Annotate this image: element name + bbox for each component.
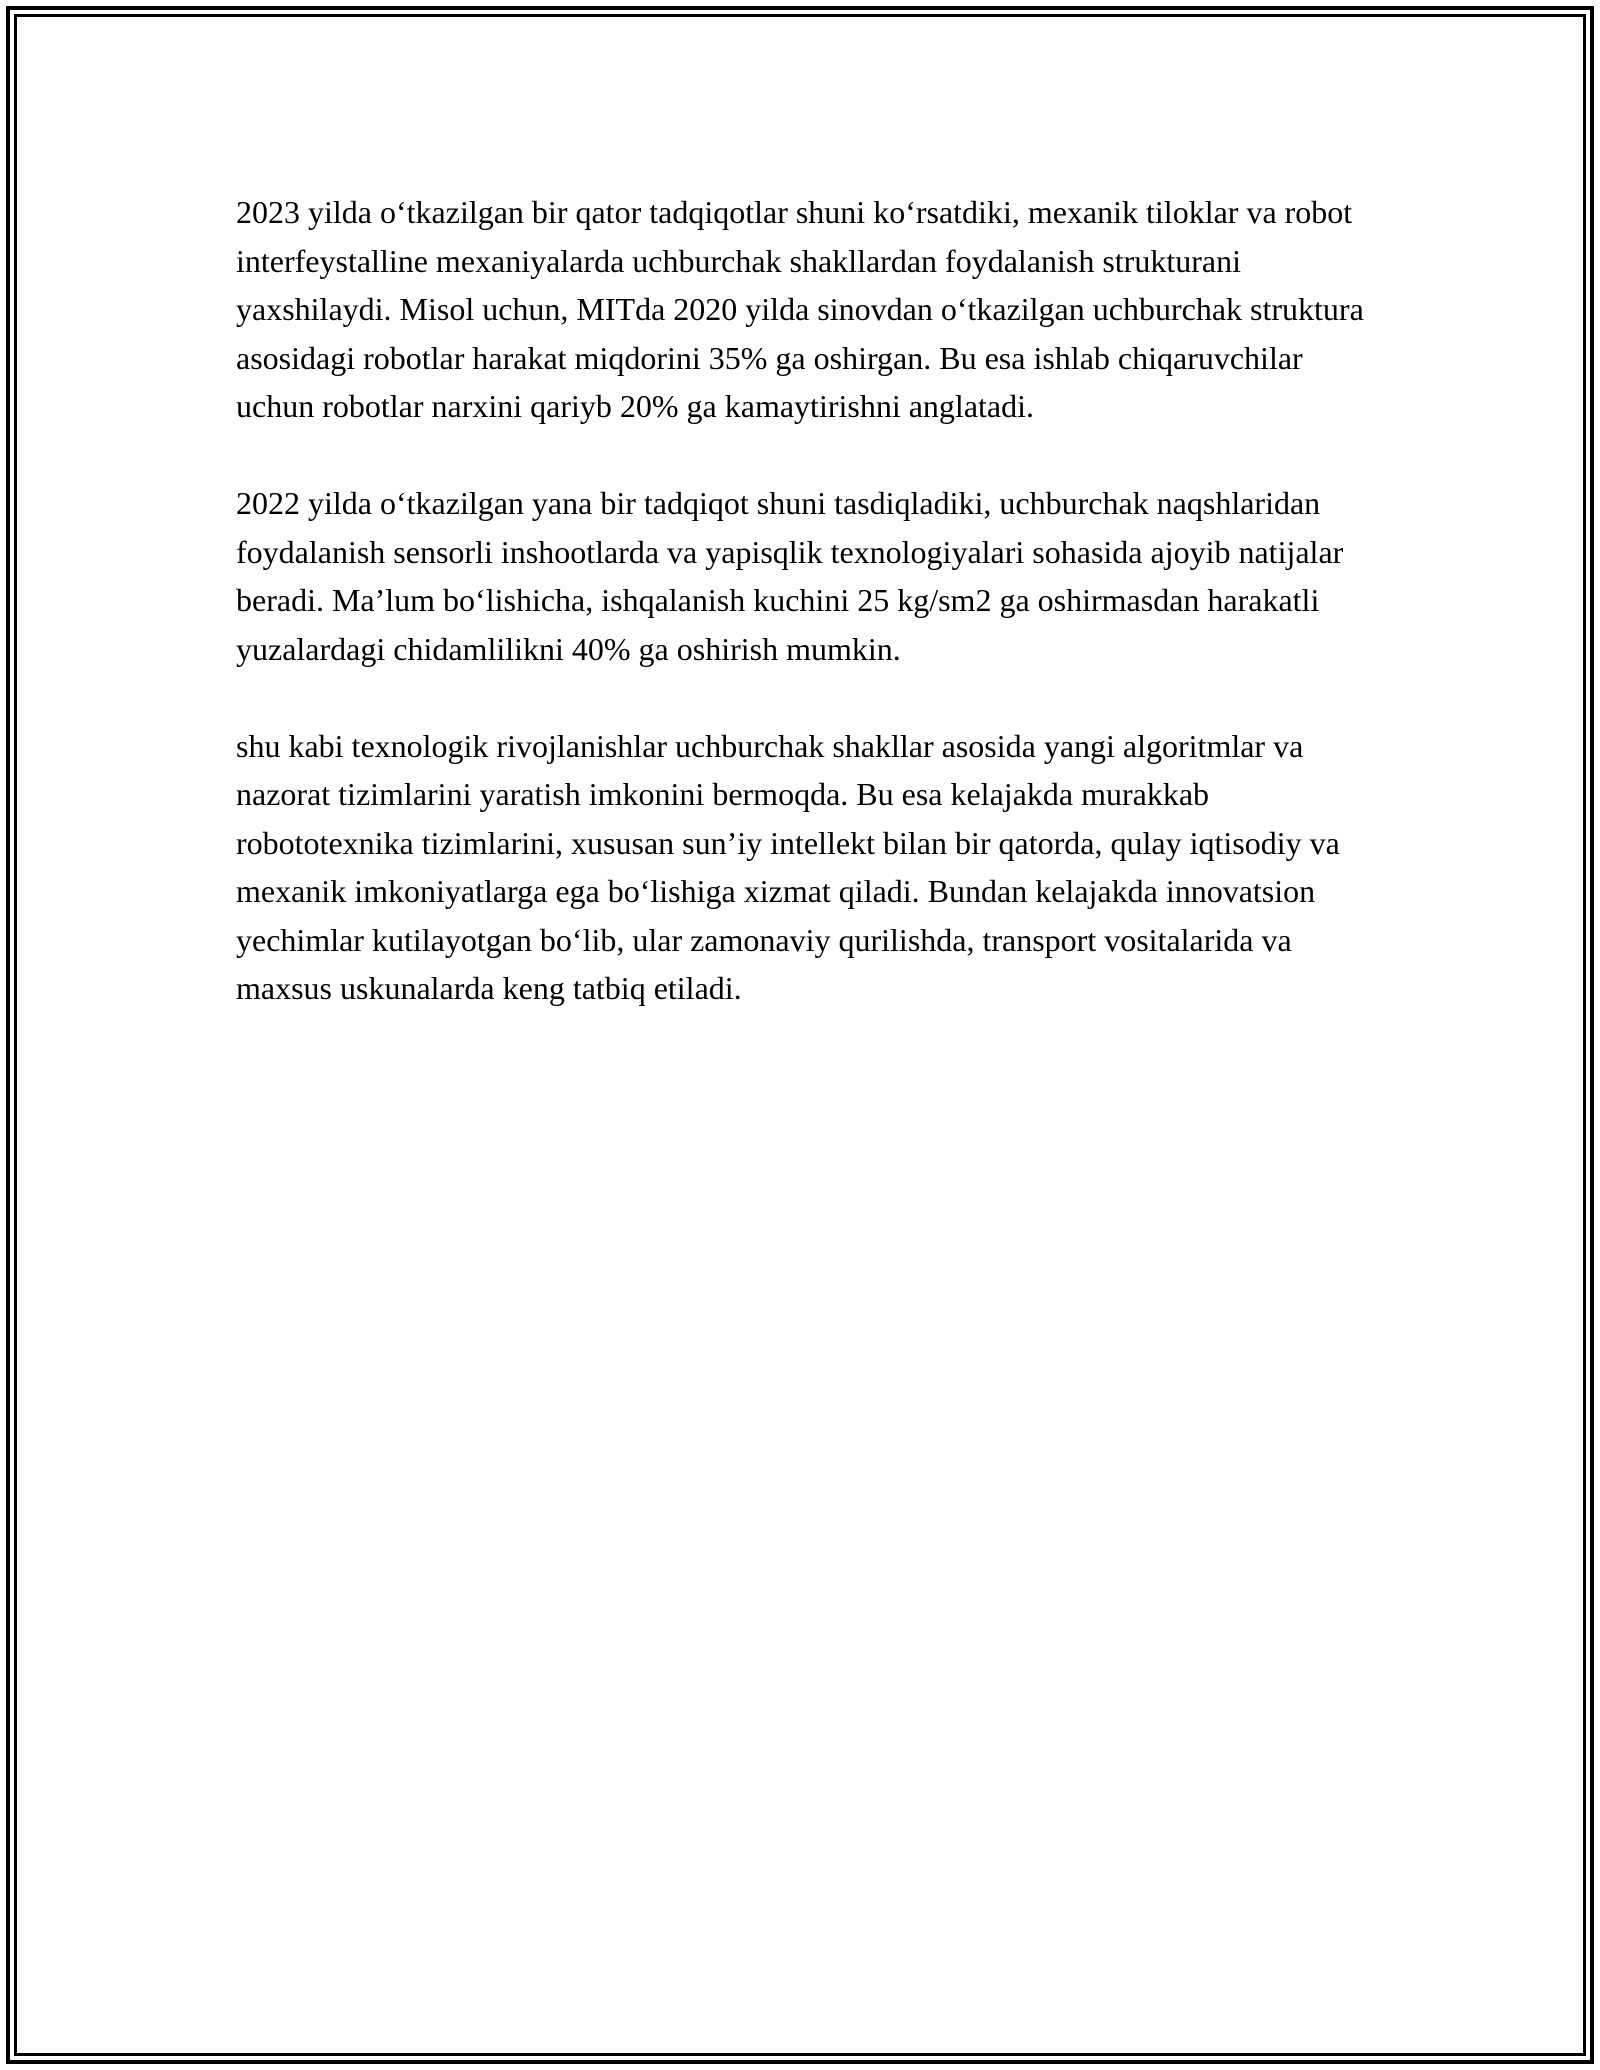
paragraph-2: 2022 yilda o‘tkazilgan yana bir tadqiqot shuni tasdiqladiki, uchburchak naqshlaridan foydalanish sensorli inshootlarda va yapisqlik texnologiyalari sohasida ajoyib natijalar beradi. Ma’lum bo‘lishicha, ishqalanish kuchini 25 kg/sm2 ga oshirmasdan harakatli yuzalardagi chidamlilikni 40% ga oshirish mumkin.: [236, 485, 1344, 667]
paragraph-3: shu kabi texnologik rivojlanishlar uchburchak shakllar asosida yangi algoritmlar va nazorat tizimlarini yaratish imkonini bermoqda. Bu esa kelajakda murakkab robototexnika tizimlarini, xususan sun’iy intellekt bilan bir qatorda, qulay iqtisodiy va mexanik imkoniyatlarga ega bo‘lishiga xizmat qiladi. Bundan kelajakda innovatsion yechimlar kutilayotgan bo‘lib, ular zamonaviy qurilishda, transport vositalarida va maxsus uskunalarda keng tatbiq etiladi.: [236, 727, 1340, 1006]
document-body: [236, 188, 1366, 1061]
paragraph-1: 2023 yilda o‘tkazilgan bir qator tadqiqotlar shuni ko‘rsatdiki, mexanik tiloklar va robot interfeystalline mexaniyalarda uchburchak shakllardan foydalanish strukturani yaxshilaydi. Misol uchun, MITda 2020 yilda sinovdan o‘tkazilgan uchburchak struktura asosidagi robotlar harakat miqdorini 35% ga oshirgan. Bu esa ishlab chiqaruvchilar uchun robotlar narxini qariyb 20% ga kamaytirishni anglatadi.: [236, 194, 1364, 424]
